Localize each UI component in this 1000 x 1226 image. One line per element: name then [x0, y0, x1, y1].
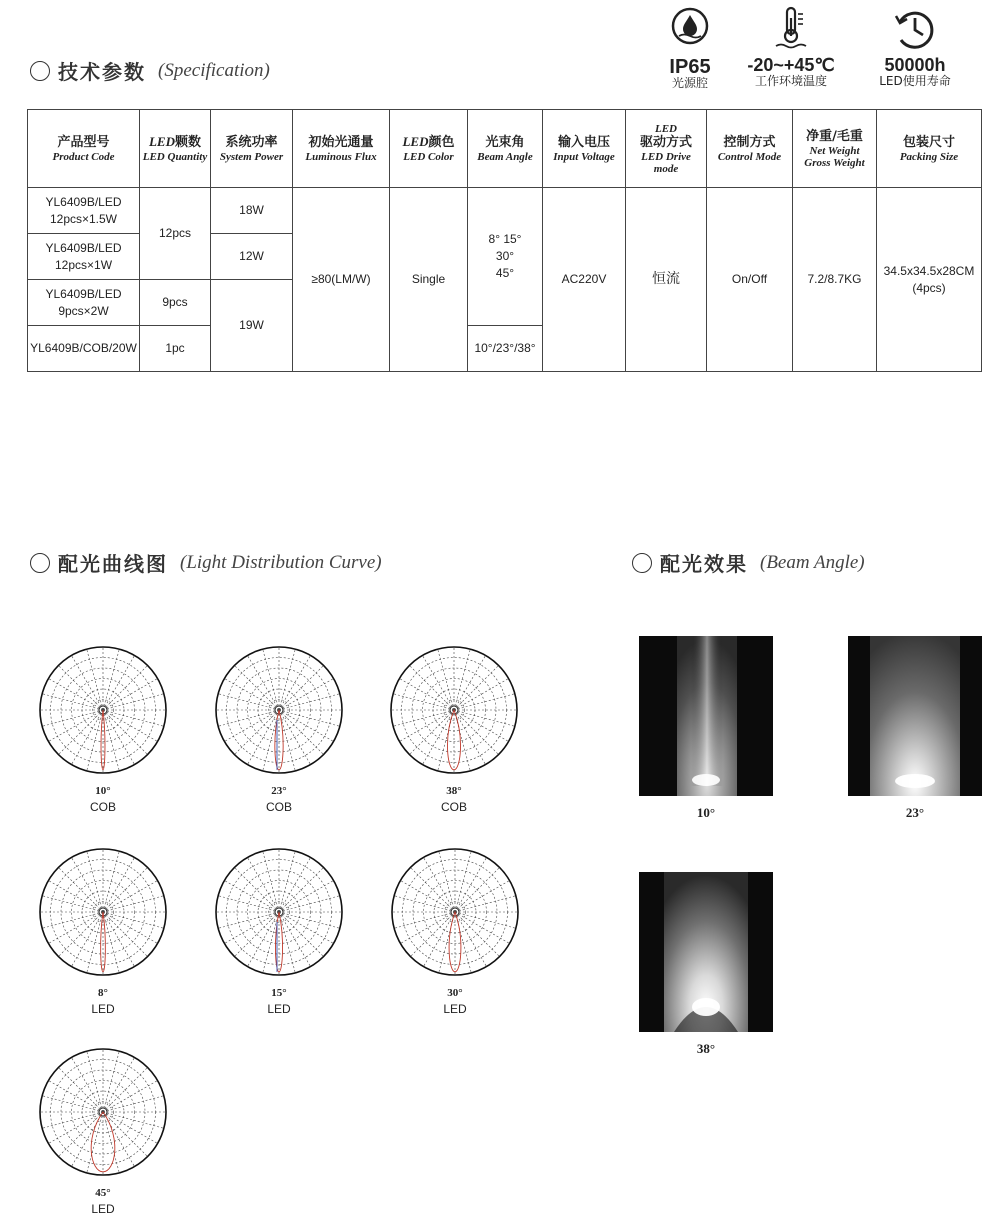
- cell-power: 19W: [211, 280, 293, 372]
- beam-title-en: (Beam Angle): [760, 551, 865, 573]
- beam-photo-10: [639, 636, 773, 796]
- beam-label-10: 10°: [696, 805, 716, 820]
- curve-angle-label: 15°: [271, 987, 287, 999]
- polar-diagram: [204, 640, 354, 785]
- cell-voltage: AC220V: [543, 188, 626, 372]
- curve-title-en: (Light Distribution Curve): [180, 551, 382, 573]
- table-row: [28, 188, 982, 234]
- spec-title-zh: 技术参数: [58, 60, 146, 84]
- beam-title-zh: 配光效果: [660, 552, 748, 576]
- curve-type-label: COB: [265, 800, 292, 814]
- header-packing-size: 包装尺寸 Packing Size: [877, 110, 982, 188]
- header-led-color: LED颜色 LED Color: [390, 110, 468, 188]
- curve-angle-label: 8°: [98, 987, 108, 999]
- cell-product-code: YL6409B/LED 12pcs×1.5W: [28, 188, 140, 234]
- curve-angle-label: 30°: [447, 987, 463, 999]
- header-drive-mode: LED 驱动方式 LED Drive mode: [626, 110, 707, 188]
- header-control-mode: 控制方式 Control Mode: [707, 110, 793, 188]
- thermometer-icon: [768, 6, 814, 52]
- polar-diagram: [28, 842, 178, 987]
- polar-diagram: [28, 640, 178, 785]
- cell-product-code: YL6409B/LED 12pcs×1W: [28, 234, 140, 280]
- cell-power: 18W: [211, 188, 293, 234]
- header-system-power: 系统功率 System Power: [211, 110, 293, 188]
- cell-quantity: 9pcs: [140, 280, 211, 326]
- curve-angle-label: 23°: [271, 785, 287, 797]
- temperature-badge: [741, 6, 841, 89]
- circle-bullet-icon: [30, 553, 50, 573]
- beam-photo-image: [848, 636, 982, 796]
- cell-control: On/Off: [707, 188, 793, 372]
- beam-photo-38: [639, 872, 773, 1032]
- cell-beam-cob: 10°/23°/38°: [468, 326, 543, 372]
- curve-type-label: LED: [443, 1002, 467, 1016]
- beam-label-23: 23°: [905, 805, 925, 820]
- cell-product-code: YL6409B/COB/20W: [28, 326, 140, 372]
- spec-table: [27, 109, 982, 372]
- polar-curve-led-30: [380, 842, 530, 1022]
- cell-weight: 7.2/8.7KG: [793, 188, 877, 372]
- circle-bullet-icon: [30, 61, 50, 81]
- header-luminous-flux: 初始光通量 Luminous Flux: [293, 110, 390, 188]
- beam-photo-image: [639, 636, 773, 796]
- spec-section-title: [30, 56, 270, 85]
- polar-curve-cob-23: [204, 640, 354, 820]
- curve-section-title: [30, 548, 382, 577]
- lifetime-value: 50000h: [884, 55, 946, 75]
- polar-curve-led-15: [204, 842, 354, 1022]
- header-product-code: 产品型号 Product Code: [28, 110, 140, 188]
- polar-diagram: [380, 842, 530, 987]
- ip-rating-caption: 光源腔: [671, 76, 708, 90]
- polar-curve-cob-38: [379, 640, 529, 820]
- curve-angle-label: 10°: [95, 785, 111, 797]
- beam-photo-image: [639, 872, 773, 1032]
- polar-curve-cob-10: [28, 640, 178, 820]
- cell-packing: 34.5x34.5x28CM (4pcs): [877, 188, 982, 372]
- cell-color: Single: [390, 188, 468, 372]
- beam-label-38: 38°: [696, 1041, 716, 1056]
- water-drop-icon: [667, 6, 713, 52]
- polar-curve-led-8: [28, 842, 178, 1022]
- curve-type-label: LED: [267, 1002, 291, 1016]
- beam-section-title: [632, 548, 865, 577]
- cell-product-code: YL6409B/LED 9pcs×2W: [28, 280, 140, 326]
- cell-power: 12W: [211, 234, 293, 280]
- curve-type-label: LED: [91, 1202, 115, 1216]
- ip-rating-value: IP65: [669, 56, 711, 78]
- polar-curve-led-45: [28, 1042, 178, 1222]
- header-weight: 净重/毛重 Net Weight Gross Weight: [793, 110, 877, 188]
- curve-type-label: LED: [91, 1002, 115, 1016]
- curve-angle-label: 45°: [95, 1187, 111, 1199]
- cell-quantity: 1pc: [140, 326, 211, 372]
- temperature-value: -20~+45℃: [747, 55, 835, 75]
- spec-title-en: (Specification): [158, 59, 270, 81]
- cell-quantity: 12pcs: [140, 188, 211, 280]
- polar-diagram: [379, 640, 529, 785]
- lifetime-badge: [865, 6, 965, 89]
- curve-angle-label: 38°: [446, 785, 462, 797]
- cell-drive: 恒流: [626, 188, 707, 372]
- cell-beam-led: 8° 15° 30° 45°: [468, 188, 543, 326]
- curve-type-label: COB: [440, 800, 467, 814]
- temperature-caption: 工作环境温度: [754, 74, 827, 88]
- header-beam-angle: 光束角 Beam Angle: [468, 110, 543, 188]
- header-input-voltage: 输入电压 Input Voltage: [543, 110, 626, 188]
- ip-rating-badge: [655, 6, 725, 91]
- table-header-row: [28, 110, 982, 188]
- polar-diagram: [28, 1042, 178, 1187]
- beam-photo-23: [848, 636, 982, 796]
- feature-badges: [655, 6, 975, 106]
- clock-icon: [892, 6, 938, 52]
- curve-type-label: COB: [89, 800, 116, 814]
- cell-flux: ≥80(LM/W): [293, 188, 390, 372]
- lifetime-caption: LED使用寿命: [879, 74, 951, 88]
- polar-diagram: [204, 842, 354, 987]
- curve-title-zh: 配光曲线图: [58, 552, 168, 576]
- header-led-quantity: LED颗数 LED Quantity: [140, 110, 211, 188]
- circle-bullet-icon: [632, 553, 652, 573]
